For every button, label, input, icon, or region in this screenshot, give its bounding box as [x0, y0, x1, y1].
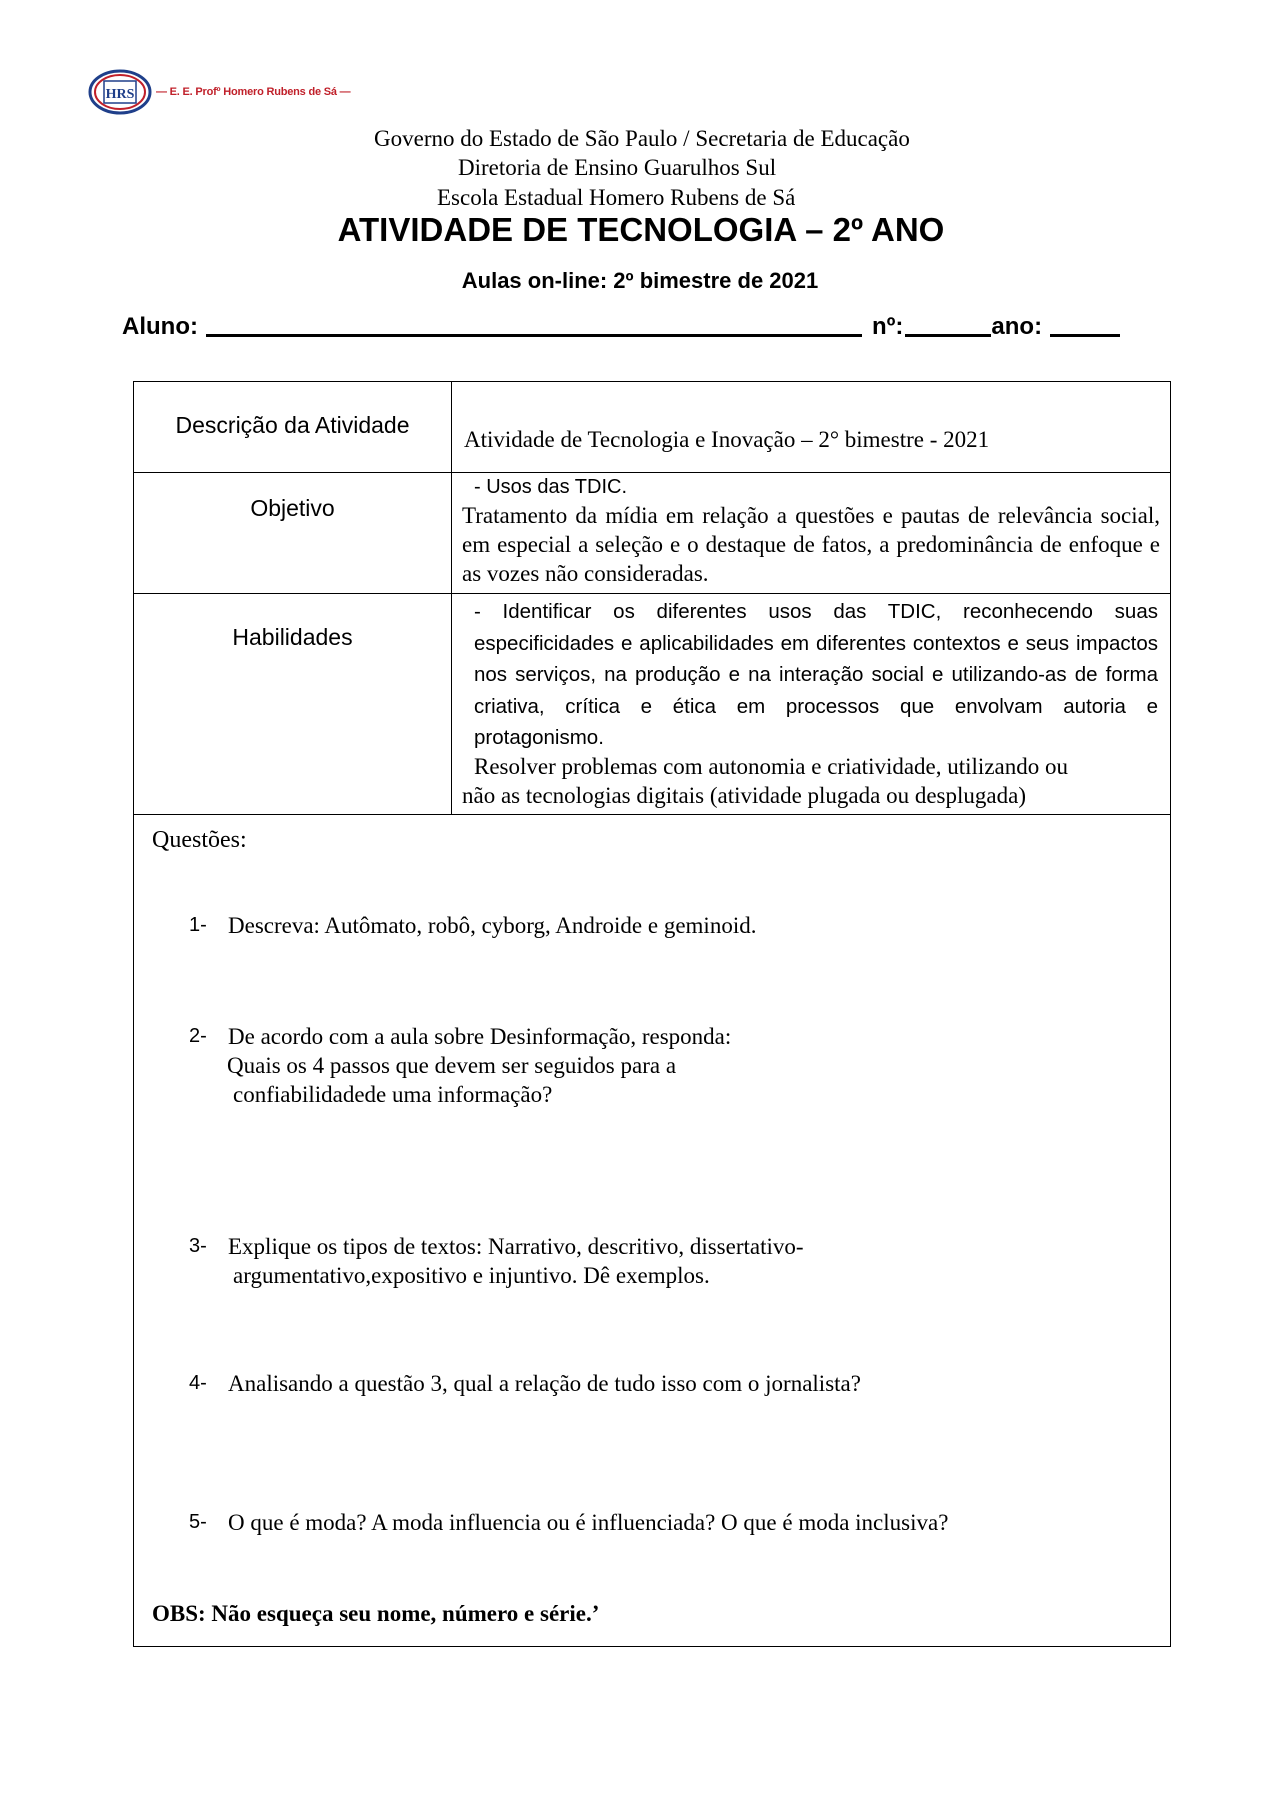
skills-text-line: Resolver problemas com autonomia e criatividade, utilizando ou — [474, 754, 1068, 779]
question-2 — [189, 1022, 731, 1109]
objective-item: - Usos das TDIC. — [474, 476, 627, 498]
question-text: Explique os tipos de textos: Narrativo, descritivo, dissertativo- — [228, 1234, 804, 1259]
objective-text: Tratamento da mídia em relação a questões e pautas de relevância social, em especial a seleção e o destaque de fatos, a predominância de enfoque e as vozes não consideradas. — [462, 503, 1160, 586]
question-number: 5- — [189, 1511, 207, 1533]
question-4 — [189, 1369, 861, 1398]
skills-label: Habilidades — [232, 624, 353, 650]
question-number: 3- — [189, 1235, 207, 1257]
observation-note: OBS: Não esqueça seu nome, número e série.’ — [152, 1601, 600, 1626]
question-number: 1- — [189, 914, 207, 936]
question-text: O que é moda? A moda influencia ou é influenciada? O que é moda inclusiva? — [228, 1510, 949, 1535]
skills-item: - Identificar os diferentes usos das TDIC, reconhecendo suas especificidades e aplicabilidades em diferentes contextos e seus impactos nos serviços, na produção e na interação social e utilizando-as de forma criativa, crítica e ética em processos que envolvam autoria e protagonismo. — [474, 600, 1158, 749]
student-year-label: ano: — [991, 313, 1043, 340]
school-emblem-icon — [88, 68, 152, 116]
question-3 — [189, 1232, 804, 1290]
question-number: 2- — [189, 1025, 207, 1047]
question-text: De acordo com a aula sobre Desinformação, responda: — [228, 1024, 732, 1049]
student-year-blank[interactable] — [1050, 310, 1120, 337]
skills-row — [134, 594, 1170, 815]
student-info-line — [122, 310, 1120, 343]
description-row — [134, 382, 1170, 473]
header-directorate: Diretoria de Ensino Guarulhos Sul — [458, 155, 777, 180]
student-number-label: nº: — [871, 313, 904, 340]
header-school: Escola Estadual Homero Rubens de Sá — [437, 185, 796, 210]
logo-monogram: HRS — [105, 87, 135, 102]
question-text: Descreva: Autômato, robô, cyborg, Androide e geminoid. — [228, 913, 757, 938]
question-number: 4- — [189, 1372, 207, 1394]
description-label: Descrição da Atividade — [175, 412, 410, 438]
question-1 — [189, 911, 756, 940]
question-text: argumentativo,expositivo e injuntivo. Dê exemplos. — [233, 1263, 710, 1288]
activity-table — [133, 381, 1171, 1647]
page-subtitle: Aulas on-line: 2º bimestre de 2021 — [461, 268, 819, 293]
student-name-blank[interactable] — [206, 310, 862, 337]
objective-label: Objetivo — [250, 495, 335, 521]
header-government: Governo do Estado de São Paulo / Secretaria de Educação — [374, 126, 910, 151]
skills-text — [462, 752, 1160, 810]
question-text: confiabilidadede uma informação? — [233, 1082, 553, 1107]
questions-title: Questões: — [152, 827, 247, 853]
description-label-cell — [134, 382, 452, 472]
logo-text: — E. E. Profº Homero Rubens de Sá — — [156, 86, 351, 98]
skills-label-cell — [134, 594, 452, 814]
page-title: ATIVIDADE DE TECNOLOGIA – 2º ANO — [337, 211, 945, 248]
description-value-cell — [452, 382, 1170, 472]
objective-value-cell — [452, 473, 1170, 593]
objective-row — [134, 473, 1170, 594]
question-text: Analisando a questão 3, qual a relação de tudo isso com o jornalista? — [228, 1371, 861, 1396]
student-name-label: Aluno: — [122, 313, 198, 340]
objective-label-cell — [134, 473, 452, 593]
question-5 — [189, 1508, 948, 1537]
skills-value-cell — [452, 594, 1170, 814]
description-value: Atividade de Tecnologia e Inovação – 2° bimestre - 2021 — [464, 427, 990, 452]
question-text: Quais os 4 passos que devem ser seguidos para a — [227, 1053, 677, 1078]
skills-text-line: não as tecnologias digitais (atividade plugada ou desplugada) — [462, 783, 1026, 808]
school-logo — [88, 68, 350, 116]
student-number-blank[interactable] — [905, 310, 991, 337]
